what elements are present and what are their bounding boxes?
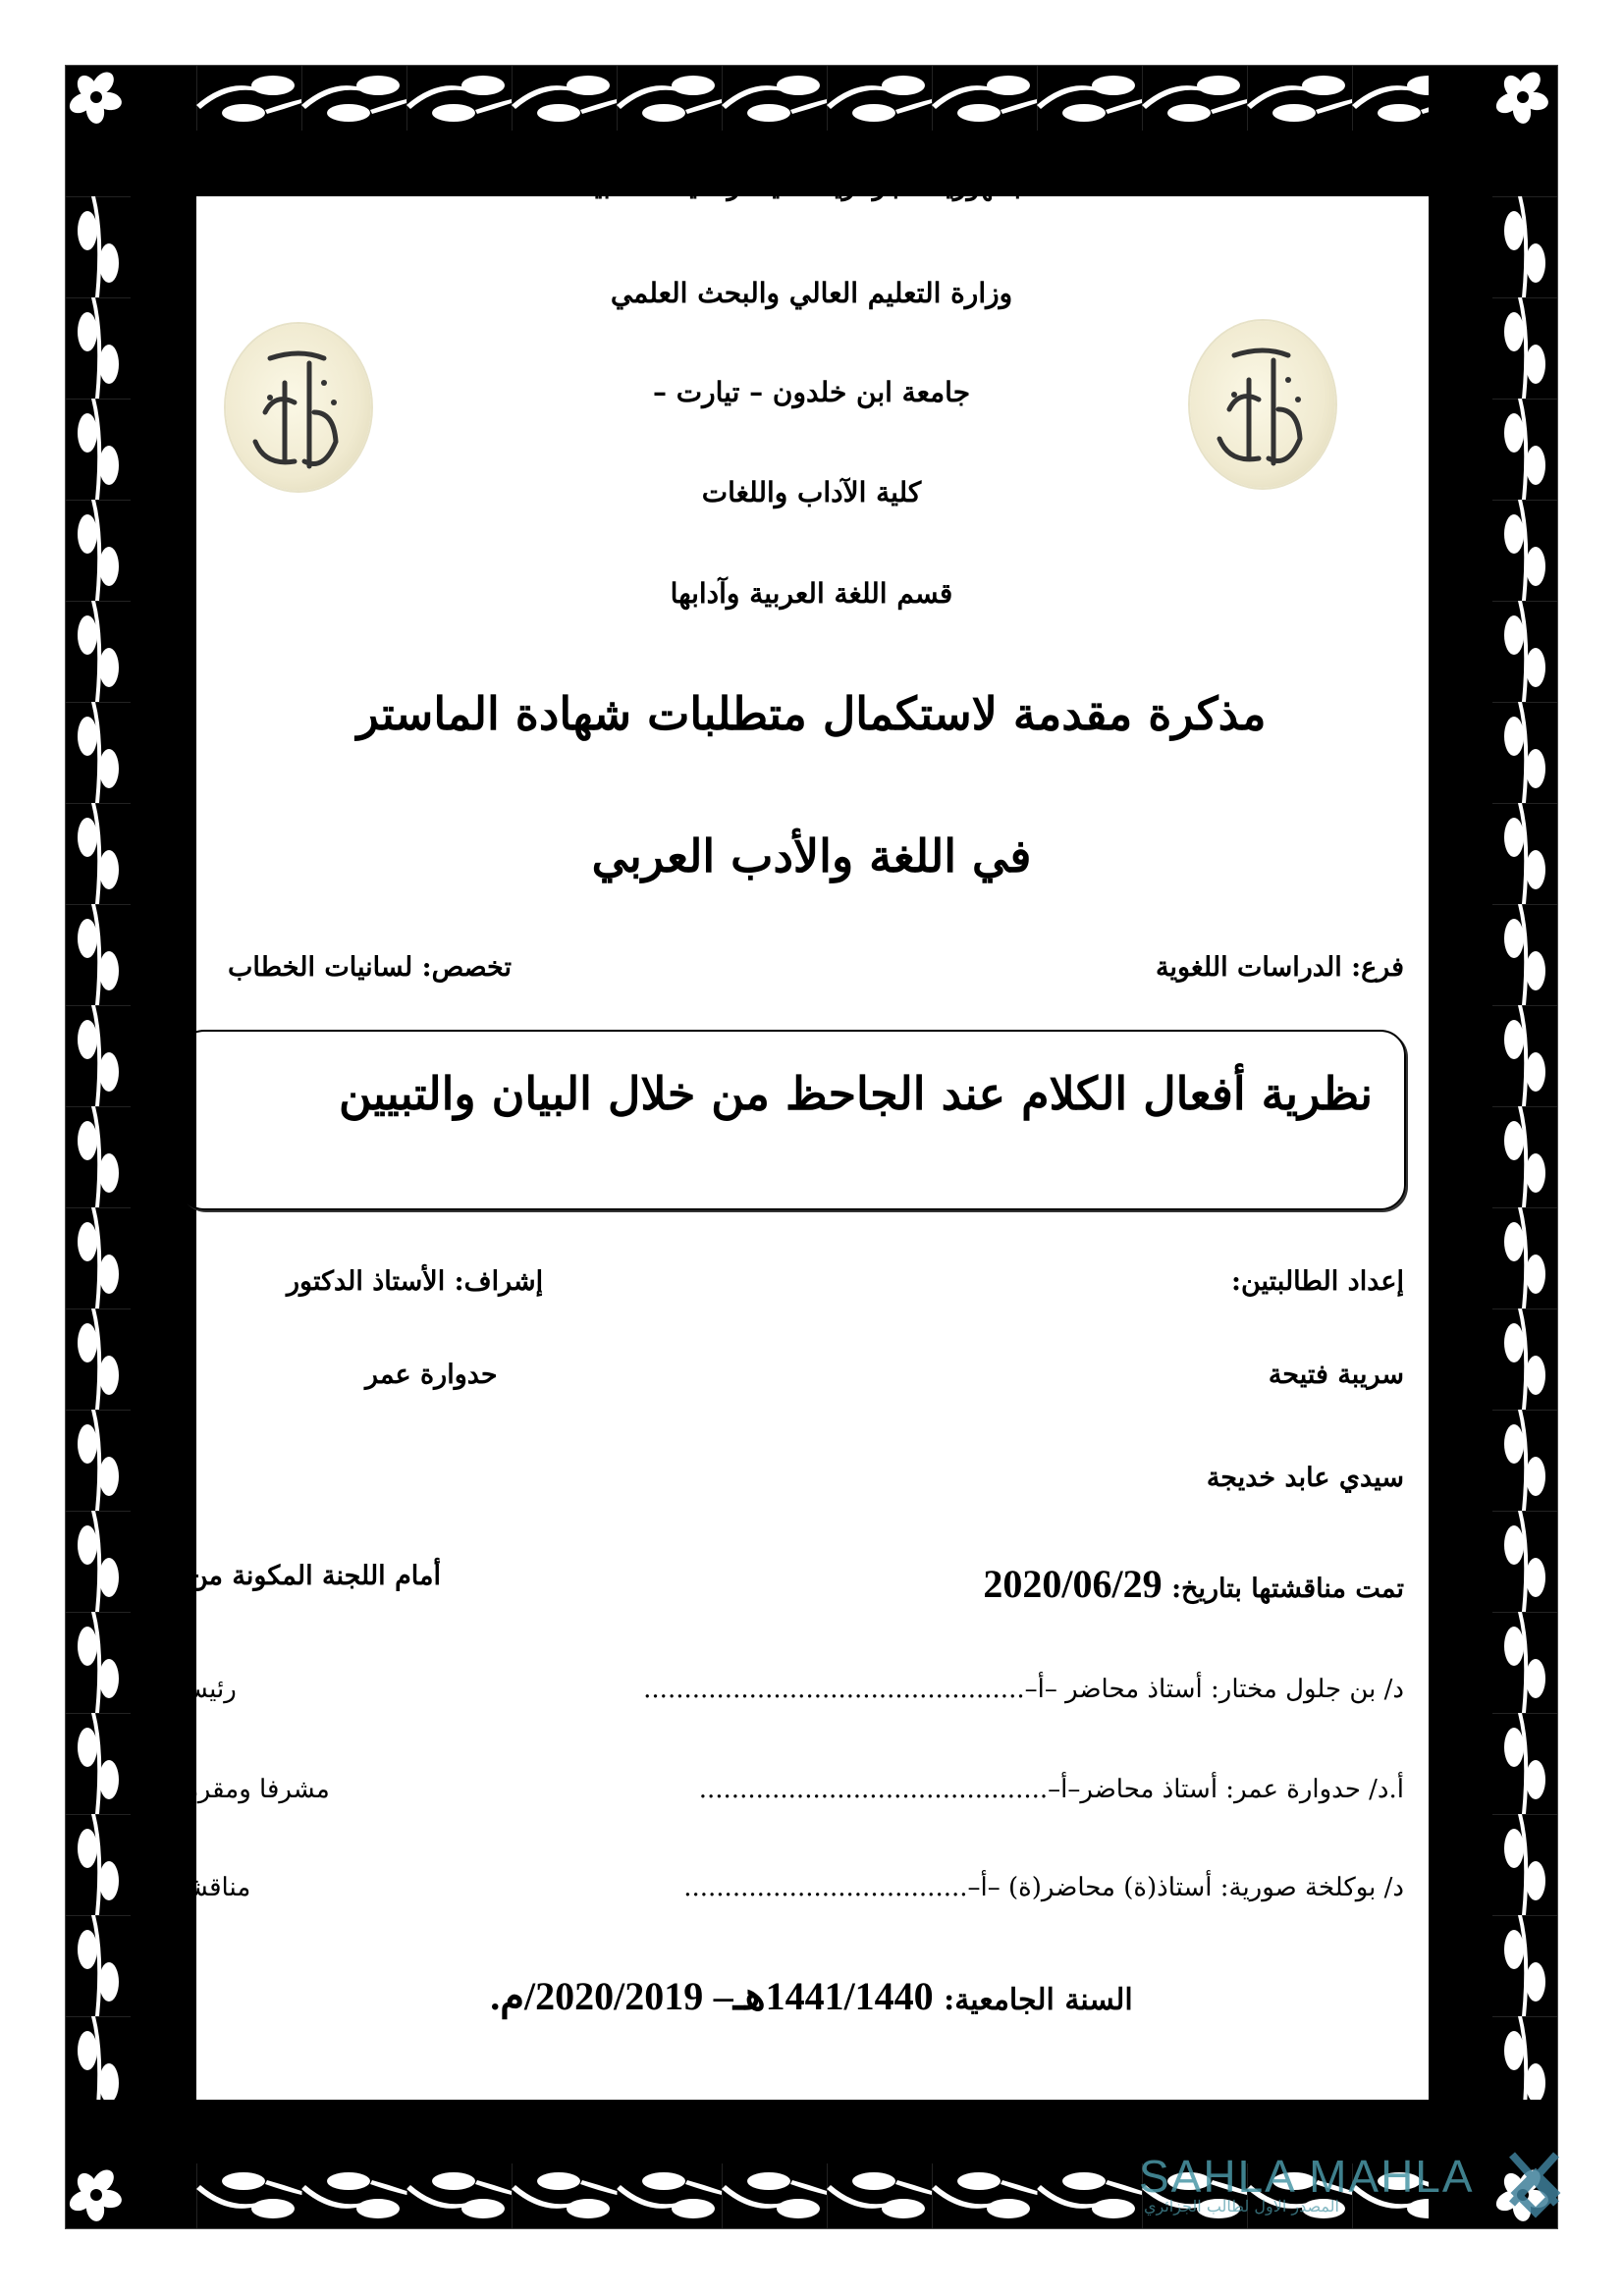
academic-year-hijri: 1441/1440هـ– — [713, 1974, 934, 2018]
branch-row — [179, 952, 1404, 991]
specialty-label: تخصص: لسانيات الخطاب — [228, 952, 512, 983]
preparers-supervisor-row — [179, 1266, 1404, 1306]
university-heading: جامعة ابن خلدون – تيارت – — [653, 376, 970, 408]
committee-member-name: د/ بوكلخة صورية: أستاذ(ة) محاضر(ة) –أ–................................... — [683, 1873, 1404, 1902]
watermark-text: SAHLA MAHLA — [1139, 2151, 1475, 2202]
committee-member-role: رئيسا — [179, 1675, 237, 1704]
republic-heading: الجمهورية الجزائرية الديمقراطية الشعبية — [579, 169, 1044, 201]
academic-year — [0, 1973, 1623, 2019]
supervisor-name: حدوارة عمر — [365, 1360, 498, 1390]
supervisor-label: إشراف: الأستاذ الدكتور — [287, 1266, 544, 1297]
committee-member-name: أ.د/ حدوارة عمر: أستاذ محاضر–أ–........................................... — [698, 1775, 1404, 1804]
student-1-row — [179, 1360, 1404, 1399]
watermark-logo-icon — [1502, 2145, 1571, 2223]
university-seal-right-logo — [1190, 321, 1335, 488]
ministry-heading: وزارة التعليم العالي والبحث العلمي — [610, 277, 1013, 309]
committee-label: أمام اللجنة المكونة من: — [179, 1561, 441, 1591]
committee-member-role: مناقشا — [179, 1873, 251, 1902]
defense-row — [179, 1561, 1404, 1610]
thesis-title: نظرية أفعال الكلام عند الجاحظ من خلال البيان والتبيين — [339, 1067, 1373, 1120]
academic-year-label: السنة الجامعية: — [944, 1983, 1133, 2017]
university-seal-left-logo — [226, 324, 371, 491]
student-name-1: سريبة فتيحة — [1268, 1360, 1404, 1390]
defense-date: 2020/06/29 — [983, 1562, 1163, 1606]
student-2-row — [179, 1463, 1404, 1502]
committee-member-name: د/ بن جلول مختار: أستاذ محاضر –أ–............................................... — [643, 1675, 1404, 1704]
students-label: إعداد الطالبتين: — [1230, 1266, 1404, 1297]
faculty-heading: كلية الآداب واللغات — [701, 476, 922, 508]
watermark-subtext: المصدر الاول لطالب الجزائري — [1144, 2197, 1339, 2216]
student-name-2: سيدي عابد خديجة — [1206, 1463, 1404, 1493]
thesis-title-box — [179, 1030, 1406, 1210]
defense-label: تمت مناقشتها بتاريخ: — [1171, 1574, 1404, 1604]
degree-line-1: مذكرة مقدمة لاستكمال متطلبات شهادة الماستر — [356, 687, 1267, 740]
defense-date-group — [983, 1561, 1404, 1607]
committee-member-role: مشرفا ومقررا — [179, 1775, 330, 1804]
degree-line-2: في اللغة والأدب العربي — [591, 829, 1032, 882]
academic-year-gregorian: 2020/2019/م. — [490, 1974, 704, 2018]
department-heading: قسم اللغة العربية وآدابها — [670, 577, 953, 610]
branch-label: فرع: الدراسات اللغوية — [1155, 952, 1404, 983]
